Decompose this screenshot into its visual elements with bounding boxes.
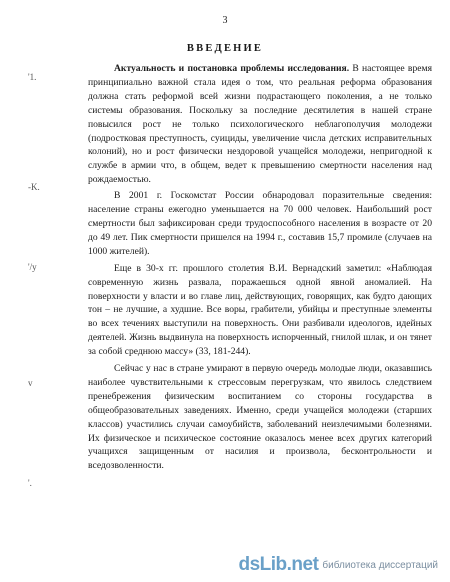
paragraph-text: В настоящее время принципиально важной стала идея о том, что реальная реформа образования должна стать реформой всей жизни подрастающего поколения, а не только системы образования. Поскольку за последние десятилетия в нашей стране повысился рост не только психологического неблагополучия молодежи (подростковая преступность, суициды, увеличение числа детских исправительных колоний), но и рост физически нездоровой учащейся молодежи, непригодной к службе в армии что, в общем, ведет к превышению смертности населения над рождаемостью. (88, 63, 432, 186)
page-number: 3 (222, 15, 228, 26)
paragraph: Сейчас у нас в стране умирают в первую очередь молодые люди, оказавшись наиболее чувствительными к стрессовым перегрузкам, что явилось следствием пренебрежения физическим воспитанием со стороны государства в общеобразовательных заведениях. Именно, среди учащейся молодежи (старших классов) участились случаи самоубийств, заболеваний неизлечимыми болезнями. Их физическое и психическое состояние оказалось менее всех других категорий учащихся защищенным от насилия и произвола, бесконтрольности и вседозволенности. (88, 363, 432, 472)
margin-mark: '/y (28, 262, 37, 272)
body-text (88, 62, 432, 476)
margin-mark: '1. (28, 72, 37, 82)
watermark-logo: dsLib.net (238, 554, 319, 575)
margin-mark: v (28, 378, 33, 388)
paragraph-lead: Актуальность и постановка проблемы исследования. (114, 63, 350, 74)
section-title: ВВЕДЕНИЕ (186, 43, 264, 54)
watermark-caption: библиотека диссертаций (322, 559, 438, 571)
watermark (238, 552, 438, 578)
paragraph: В 2001 г. Госкомстат России обнародовал поразительные сведения: население страны ежегодно уменьшается на 70 000 человек. Наибольший рост смертности был зафиксирован среди трудоспособного населения в возрасте от 20 до 49 лет. Пик смертности пришелся на 1994 г., составив 15,7 промиле (случаев на 1000 жителей). (88, 190, 432, 257)
margin-mark: -K. (28, 182, 40, 192)
margin-mark: '. (28, 478, 32, 488)
paragraph: Еще в 30-х гг. прошлого столетия В.И. Вернадский заметил: «Наблюдая современную жизнь развала, поражаешься одной явной аномалией. На поверхности у власти и во главе лиц, действующих, говорящих, как будто дающих тон – не лучшие, а худшие. Все воры, грабители, убийцы и преступные элементы во всех течениях выступили на поверхность. Они разбивали идеологов, идейных деятелей. Жизнь выдвинула на поверхность испорченный, гнилой шлак, и он тянет за собой среднюю массу» (33, 181-244). (88, 262, 432, 358)
paragraph (88, 62, 432, 187)
